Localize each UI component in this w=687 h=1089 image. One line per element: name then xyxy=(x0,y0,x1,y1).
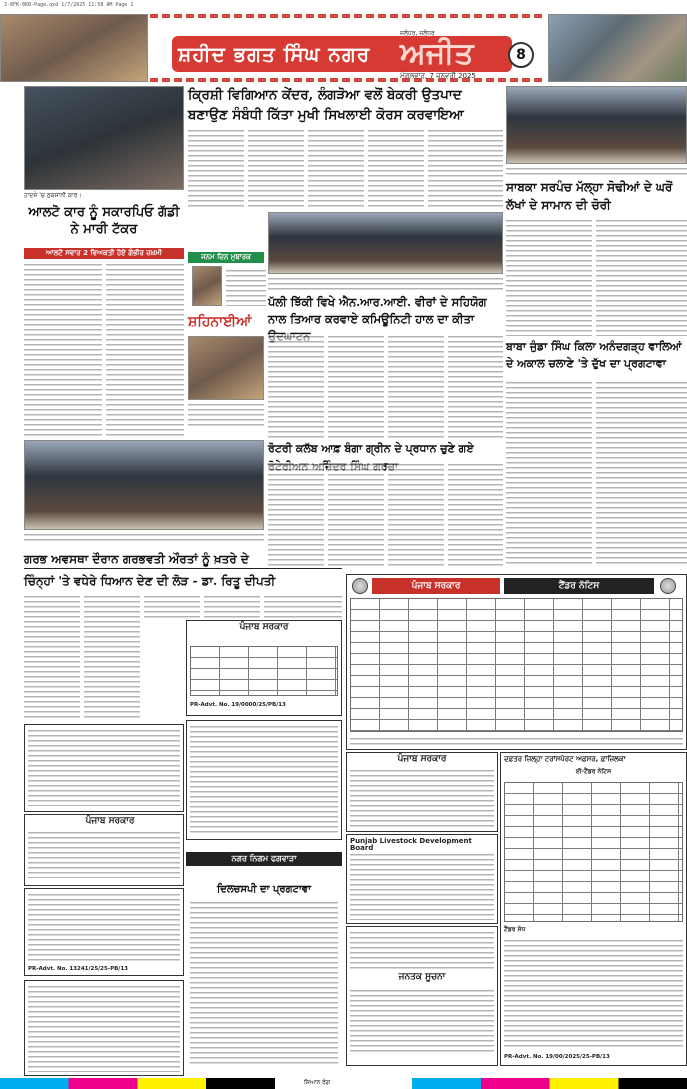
theft-photo xyxy=(506,86,687,164)
punjab-sarkar-ad-1-table xyxy=(190,646,338,696)
daftar-pr: PR-Advt. No. 19/00/2025/25-PB/13 xyxy=(504,1054,610,1060)
health-headline-2: ਚਿੰਨ੍ਹਾਂ 'ਤੇ ਵਧੇਰੇ ਧਿਆਨ ਦੇਣ ਦੀ ਲੋੜ - ਡਾ. ਰਿਤੂ ਦੀਪਤੀ xyxy=(24,574,276,588)
hall-text-4 xyxy=(448,334,503,438)
baba-text-1 xyxy=(506,380,592,566)
daftar-title: ਦਫ਼ਤਰ ਜ਼ਿਲ੍ਹਾ ਟਰਾਂਸਪੋਰਟ ਅਫ਼ਸਰ, ਫ਼ਾਜ਼ਿਲਕਾ xyxy=(504,755,626,763)
right-ad-punjab-title: ਪੰਜਾਬ ਸਰਕਾਰ xyxy=(397,754,447,764)
bottom-mark: ਸਿਆਨ ਰੰਗ xyxy=(300,1079,334,1087)
dilchaspi-text xyxy=(190,900,338,1066)
left-ad-3-text xyxy=(28,892,180,962)
kvk-text-4 xyxy=(368,128,424,210)
tender-footer-text xyxy=(350,736,683,748)
kvk-headline-1: ਕ੍ਰਿਸ਼ੀ ਵਿਗਿਆਨ ਕੇਂਦਰ, ਲੰਗੜੋਆ ਵਲੋਂ ਬੇਕਰੀ ਉਤਪਾਦ xyxy=(188,87,462,103)
car-story-text-1 xyxy=(24,262,102,438)
health-text-2 xyxy=(84,594,140,720)
car-headline: ਆਲਟੋ ਕਾਰ ਨੂੰ ਸਕਾਰਪਿਓ ਗੱਡੀ ਨੇ ਮਾਰੀ ਟੱਕਰ xyxy=(28,205,180,237)
masthead xyxy=(150,14,542,82)
birthday-label: ਜਨਮ ਦਿਨ ਮੁਬਾਰਕ xyxy=(188,252,264,263)
theft-headline: ਸਾਬਕਾ ਸਰਪੰਚ ਮੱਲ੍ਹਾ ਸੋਢੀਆਂ ਦੇ ਘਰੋਂ ਲੱਖਾਂ ਦੇ ਸਾਮਾਨ ਦੀ ਚੋਰੀ xyxy=(506,180,673,212)
car-accident-photo xyxy=(24,86,184,190)
daftar-table xyxy=(504,782,683,922)
kvk-text-3 xyxy=(308,128,364,210)
birthday-photo xyxy=(192,266,222,306)
left-ad-3-pr: PR-Advt. No. 13241/25/25-PB/13 xyxy=(28,966,128,972)
kvk-headline-2: ਬਣਾਉਣ ਸੰਬੰਧੀ ਕਿੱਤਾ ਮੁਖੀ ਸਿਖਲਾਈ ਕੋਰਸ ਕਰਵਾਇਆ xyxy=(188,107,464,123)
health-text-1 xyxy=(24,594,80,720)
car-caption: ਹਾਦਸੇ 'ਚ ਨੁਕਸਾਨੀ ਕਾਰ। xyxy=(24,192,82,199)
health-text-4 xyxy=(204,594,260,620)
hall-headline: ਪੱਲੀ ਝਿੱਕੀ ਵਿਖੇ ਐਨ.ਆਰ.ਆਈ. ਵੀਰਾਂ ਦੇ ਸਹਿਯੋਗ ਨਾਲ ਤਿਆਰ ਕਰਵਾਏ ਕਮਿਊਨਿਟੀ ਹਾਲ ਦਾ ਕੀਤਾ xyxy=(268,295,487,326)
tender-ad-punjab-sarkar: ਪੰਜਾਬ ਸਰਕਾਰ xyxy=(372,578,500,594)
theft-text-2 xyxy=(596,218,687,336)
rotary-text-4 xyxy=(448,462,503,566)
health-text-5 xyxy=(264,594,342,620)
left-ad-2-text xyxy=(28,830,180,878)
rotary-caption xyxy=(24,532,264,544)
tender-ad-title: ਟੈਂਡਰ ਨੋਟਿਸ xyxy=(504,578,654,594)
car-kicker: ਆਲਟੋ ਸਵਾਰ 2 ਵਿਅਕਤੀ ਹੋਏ ਗੰਭੀਰ ਜ਼ਖ਼ਮੀ xyxy=(24,248,184,259)
car-story-text-2 xyxy=(106,262,184,438)
hall-text-3 xyxy=(388,334,444,438)
health-text-3 xyxy=(144,594,200,620)
kvk-group-photo xyxy=(268,212,503,274)
print-slug: 3-8FK-8KB-Page.qxd 1/7/2025 11:58 AM Page 1 xyxy=(4,2,134,8)
tender-table xyxy=(350,598,683,732)
masthead-brand: ਅਜੀਤ xyxy=(400,36,474,71)
kvk-text-2 xyxy=(248,128,304,210)
shagun-caption xyxy=(188,402,264,426)
livestock-text xyxy=(350,852,494,920)
daftar-text xyxy=(504,938,683,1048)
shagun-title: ਸ਼ਹਿਨਾਈਆਂ xyxy=(188,314,252,330)
livestock-title: Punjab Livestock Development Board xyxy=(350,837,472,852)
baba-headline: ਬਾਬਾ ਜੁੰਡਾ ਸਿੰਘ ਕਿਲਾ ਅਨੰਦਗੜ੍ਹ ਵਾਲਿਆਂ ਦੇ ਅਕਾਲ ਚਲਾਣੇ 'ਤੇ ਦੁੱਖ ਦਾ ਪ੍ਰਗਟਾਵਾ xyxy=(506,340,682,370)
left-ad-4-text xyxy=(28,984,180,1072)
rotary-text-3 xyxy=(388,462,444,566)
birthday-text xyxy=(226,268,266,306)
nagar-nigam-title: ਨਗਰ ਨਿਗਮ ਫਗਵਾੜਾ xyxy=(186,852,342,866)
baba-text-2 xyxy=(596,380,687,566)
health-headline-1: ਗਰਭ ਅਵਸਥਾ ਦੌਰਾਨ ਗਰਭਵਤੀ ਔਰਤਾਂ ਨੂੰ ਖ਼ਤਰੇ ਦੇ xyxy=(24,552,249,566)
masthead-date: ਮੰਗਲਵਾਰ, 7 ਜਨਵਰੀ 2025 xyxy=(400,72,476,80)
rotary-photo xyxy=(24,440,264,530)
kvk-photo-caption xyxy=(268,276,503,290)
jantak-title: ਜਨਤਕ ਸੂਚਨਾ xyxy=(398,972,446,982)
daftar-subtitle: ਈ-ਟੈਂਡਰ ਨੋਟਿਸ xyxy=(575,768,612,775)
page-number: 8 xyxy=(508,42,534,68)
tender-seal-icon xyxy=(660,578,676,594)
theft-text-1 xyxy=(506,218,592,336)
middle-ad-1-text xyxy=(190,724,338,836)
jantak-text xyxy=(350,988,494,1052)
hall-text-2 xyxy=(328,334,384,438)
punjab-emblem-icon xyxy=(352,578,368,594)
left-ad-1-text xyxy=(28,728,180,806)
masthead-right-photo xyxy=(548,14,687,82)
left-ad-2-title: ਪੰਜਾਬ ਸਰਕਾਰ xyxy=(85,816,135,826)
kvk-text-5 xyxy=(428,128,503,210)
dilchaspi-title: ਦਿਲਚਸਪੀ ਦਾ ਪ੍ਰਗਟਾਵਾ xyxy=(217,884,311,895)
punjab-sarkar-ad-1-pr: PR-Advt. No. 19/0000/25/PB/13 xyxy=(190,702,286,708)
masthead-city: ਸ਼ਹੀਦ ਭਗਤ ਸਿੰਘ ਨਗਰ xyxy=(178,42,371,66)
rotary-headline: ਰੋਟਰੀ ਕਲੱਬ ਆਫ਼ ਬੰਗਾ ਗ੍ਰੀਨ ਦੇ ਪ੍ਰਧਾਨ ਚੁਣੇ ਗਏ ਗਰਚਾ xyxy=(268,442,474,473)
masthead-left-photo xyxy=(0,14,148,82)
right-ad-punjab-text xyxy=(350,768,494,828)
color-registration-bar xyxy=(0,1078,687,1089)
punjab-sarkar-ad-1-title: ਪੰਜਾਬ ਸਰਕਾਰ xyxy=(239,622,289,632)
daftar-amend: ਟੈਂਡਰ ਸੋਧ xyxy=(504,926,526,933)
masthead-place: ਜਲੰਧਰ, ਜਲੰਧਰ xyxy=(400,30,435,37)
theft-photo-caption xyxy=(506,166,687,176)
shagun-photo xyxy=(188,336,264,400)
kvk-text-1 xyxy=(188,128,244,210)
hall-text-1 xyxy=(268,334,324,438)
jantak-header-text xyxy=(350,930,494,970)
